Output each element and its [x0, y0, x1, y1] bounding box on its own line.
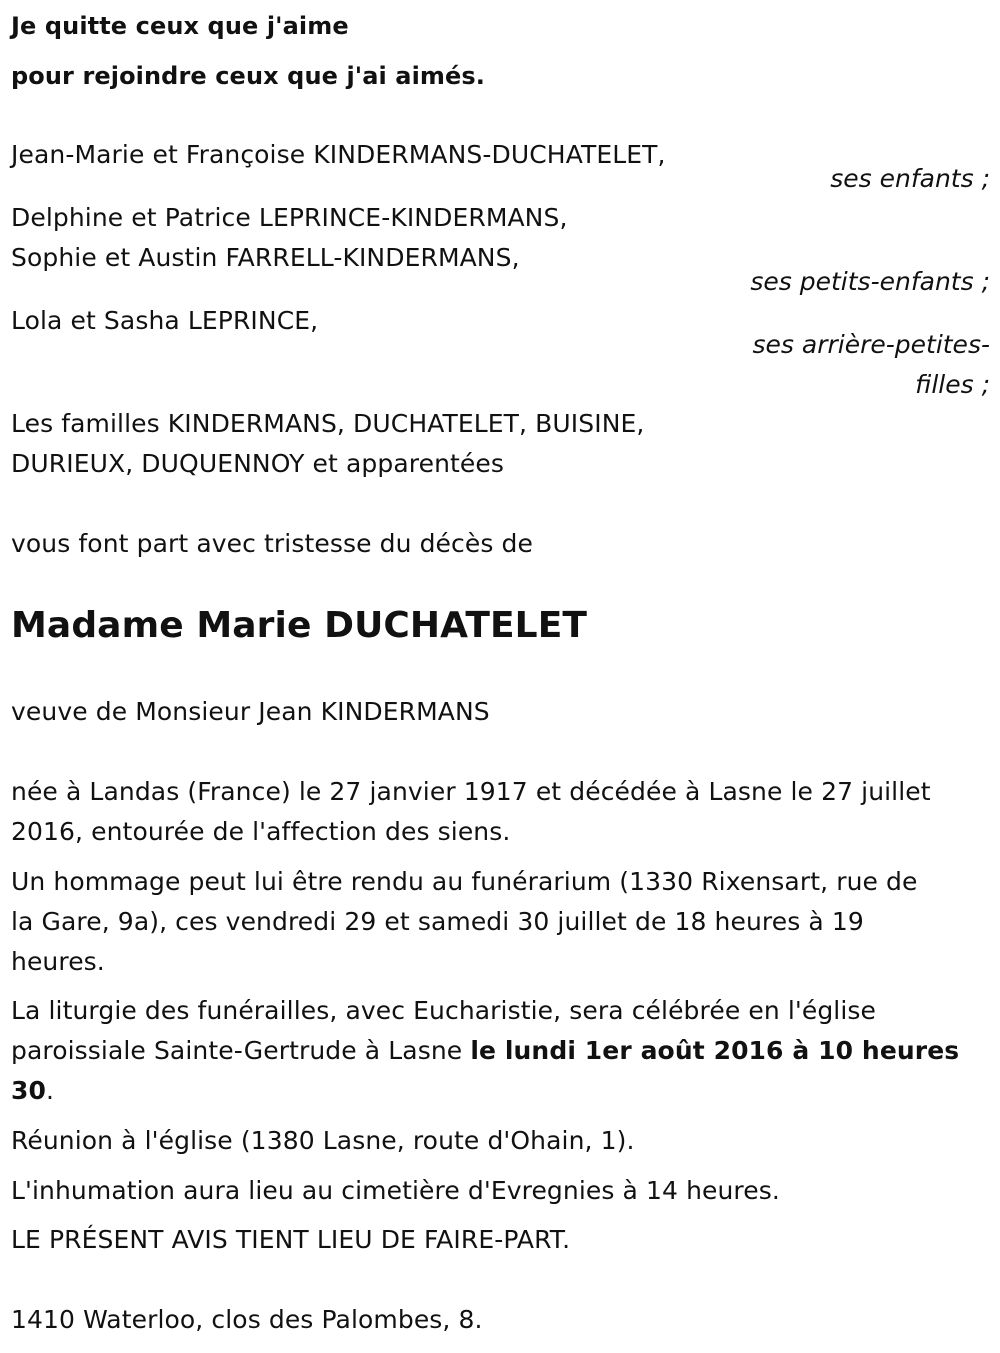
address-line: 1410 Waterloo, clos des Palombes, 8.: [11, 1305, 483, 1334]
families-line-2: DURIEUX, DUQUENNOY et apparentées: [11, 449, 505, 478]
children-names: Jean-Marie et Françoise KINDERMANS-DUCHATELET,: [11, 140, 666, 169]
notice-line: LE PRÉSENT AVIS TIENT LIEU DE FAIRE-PART.: [11, 1225, 571, 1254]
great-grandchildren-role-2: filles ;: [915, 370, 990, 399]
great-grandchildren-names: Lola et Sasha LEPRINCE,: [11, 306, 319, 335]
great-grandchildren-role-1: ses arrière-petites-: [752, 330, 990, 359]
burial-line: L'inhumation aura lieu au cimetière d'Evregnies à 14 heures.: [11, 1176, 780, 1205]
tribute-line-1: Un hommage peut lui être rendu au funérarium (1330 Rixensart, rue de: [11, 867, 918, 896]
birth-death-line-2: 2016, entourée de l'affection des siens.: [11, 817, 511, 846]
deceased-name: Madame Marie DUCHATELET: [11, 605, 588, 646]
liturgy-line-2: [11, 1031, 959, 1071]
birth-death-line-1: née à Landas (France) le 27 janvier 1917 et décédée à Lasne le 27 juillet: [11, 777, 931, 806]
liturgy-line-2-plain: paroissiale Sainte-Gertrude à Lasne: [11, 1036, 471, 1065]
tribute-line-2: la Gare, 9a), ces vendredi 29 et samedi 30 juillet de 18 heures à 19: [11, 907, 864, 936]
grandchildren-role: ses petits-enfants ;: [750, 267, 990, 296]
meeting-line: Réunion à l'église (1380 Lasne, route d'Ohain, 1).: [11, 1126, 635, 1155]
tribute-line-3: heures.: [11, 947, 105, 976]
children-role: ses enfants ;: [830, 164, 990, 193]
liturgy-line-3-plain: .: [46, 1076, 55, 1105]
families-line-1: Les familles KINDERMANS, DUCHATELET, BUISINE,: [11, 409, 645, 438]
quote-line-2: pour rejoindre ceux que j'ai aimés.: [11, 62, 486, 90]
grandchild-1: Delphine et Patrice LEPRINCE-KINDERMANS,: [11, 203, 568, 232]
liturgy-line-1: La liturgie des funérailles, avec Eucharistie, sera célébrée en l'église: [11, 996, 876, 1025]
liturgy-time-end: 30: [11, 1076, 46, 1105]
grandchild-2: Sophie et Austin FARRELL-KINDERMANS,: [11, 243, 520, 272]
quote-line-1: Je quitte ceux que j'aime: [11, 12, 349, 40]
liturgy-date-time: le lundi 1er août 2016 à 10 heures: [470, 1036, 960, 1065]
widow-of: veuve de Monsieur Jean KINDERMANS: [11, 697, 490, 726]
liturgy-line-3: [11, 1071, 54, 1111]
announcement: vous font part avec tristesse du décès de: [11, 529, 533, 558]
